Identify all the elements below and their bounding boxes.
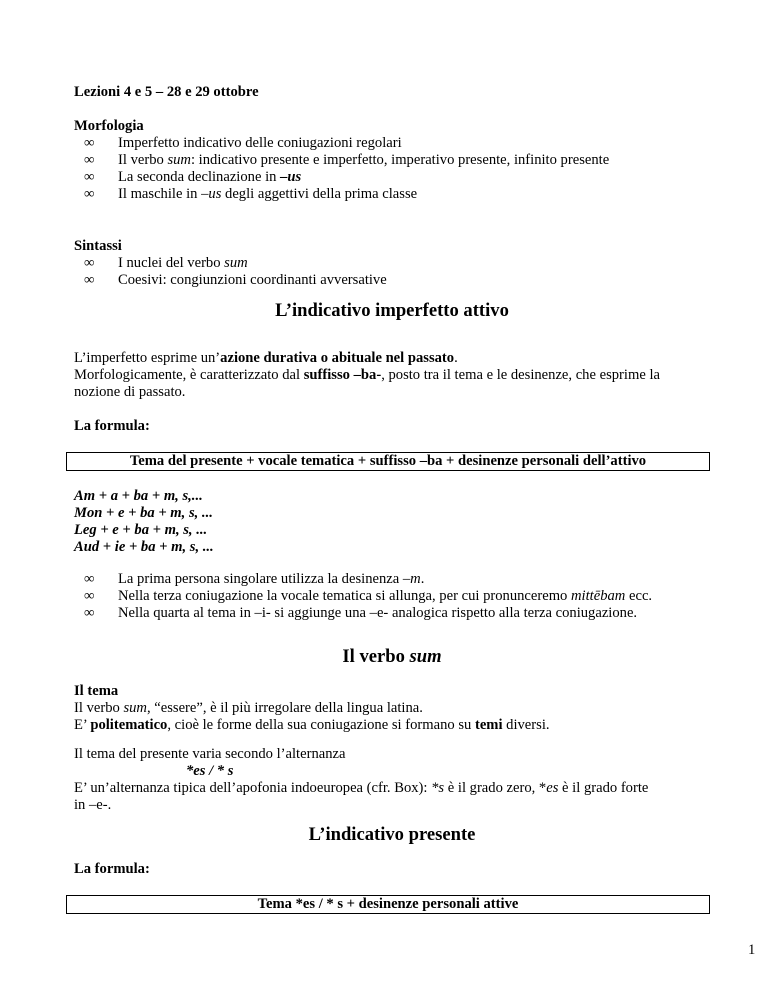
notes-list xyxy=(74,571,652,622)
alternation-formula: *es / * s xyxy=(186,763,234,779)
list-item: ∞ Nella quarta al tema in –i- si aggiunge una –e- analogica rispetto alla terza coniugazione. xyxy=(84,605,638,621)
example-line: Leg + e + ba + m, s, ... xyxy=(74,522,208,538)
morfologia-list xyxy=(74,135,609,203)
infinity-bullet-icon: ∞ xyxy=(84,272,95,288)
example-line: Aud + ie + ba + m, s, ... xyxy=(74,539,214,555)
section-heading-imperfetto: L’indicativo imperfetto attivo xyxy=(275,300,509,321)
list-item: ∞ La seconda declinazione in –us xyxy=(84,169,302,185)
page-number: 1 xyxy=(748,942,756,958)
formula-box: Tema *es / * s + desinenze personali attive xyxy=(66,895,710,914)
list-item: ∞ La prima persona singolare utilizza la desinenza –m. xyxy=(84,571,425,587)
section-heading-indicativo-presente: L’indicativo presente xyxy=(308,824,476,845)
list-item: ∞ Nella terza coniugazione la vocale tematica si allunga, per cui pronunceremo mittēbam ecc. xyxy=(84,588,653,604)
lesson-header: Lezioni 4 e 5 – 28 e 29 ottobre xyxy=(74,84,259,100)
infinity-bullet-icon: ∞ xyxy=(84,588,95,604)
list-item: ∞ Coesivi: congiunzioni coordinanti avversative xyxy=(84,272,387,288)
paragraph: L’imperfetto esprime un’azione durativa o abituale nel passato. Morfologicamente, è caratterizzato dal suffisso –ba-, posto tra il tema e le desinenze, che esprime la nozione di passato. xyxy=(74,350,660,400)
infinity-bullet-icon: ∞ xyxy=(84,186,95,202)
formula-label: La formula: xyxy=(74,861,150,877)
formula-label: La formula: xyxy=(74,418,150,434)
infinity-bullet-icon: ∞ xyxy=(84,255,95,271)
section-heading-verbo-sum: Il verbo sum xyxy=(342,646,442,667)
paragraph: E’ un’alternanza tipica dell’apofonia indoeuropea (cfr. Box): *s è il grado zero, *es è il grado forte in –e-. xyxy=(74,780,649,813)
sintassi-list xyxy=(74,255,387,289)
conjugation-examples xyxy=(74,488,214,556)
infinity-bullet-icon: ∞ xyxy=(84,169,95,185)
infinity-bullet-icon: ∞ xyxy=(84,605,95,621)
formula-box: Tema del presente + vocale tematica + suffisso –ba + desinenze personali dell’attivo xyxy=(66,452,710,471)
sintassi-title: Sintassi xyxy=(74,238,122,254)
morfologia-title: Morfologia xyxy=(74,118,144,134)
infinity-bullet-icon: ∞ xyxy=(84,152,95,168)
list-item: ∞ Imperfetto indicativo delle coniugazioni regolari xyxy=(84,135,402,151)
infinity-bullet-icon: ∞ xyxy=(84,571,95,587)
infinity-bullet-icon: ∞ xyxy=(84,135,95,151)
example-line: Mon + e + ba + m, s, ... xyxy=(74,505,213,521)
example-line: Am + a + ba + m, s,... xyxy=(74,488,203,504)
paragraph: Il verbo sum, “essere”, è il più irregolare della lingua latina. E’ politematico, cioè le forme della sua coniugazione si formano su temi diversi. xyxy=(74,700,550,733)
list-item: ∞ Il maschile in –us degli aggettivi della prima classe xyxy=(84,186,418,202)
list-item: ∞ I nuclei del verbo sum xyxy=(84,255,248,271)
tema-title: Il tema xyxy=(74,683,119,699)
list-item: ∞ Il verbo sum: indicativo presente e imperfetto, imperativo presente, infinito presente xyxy=(84,152,610,168)
paragraph: Il tema del presente varia secondo l’alternanza xyxy=(74,746,346,762)
